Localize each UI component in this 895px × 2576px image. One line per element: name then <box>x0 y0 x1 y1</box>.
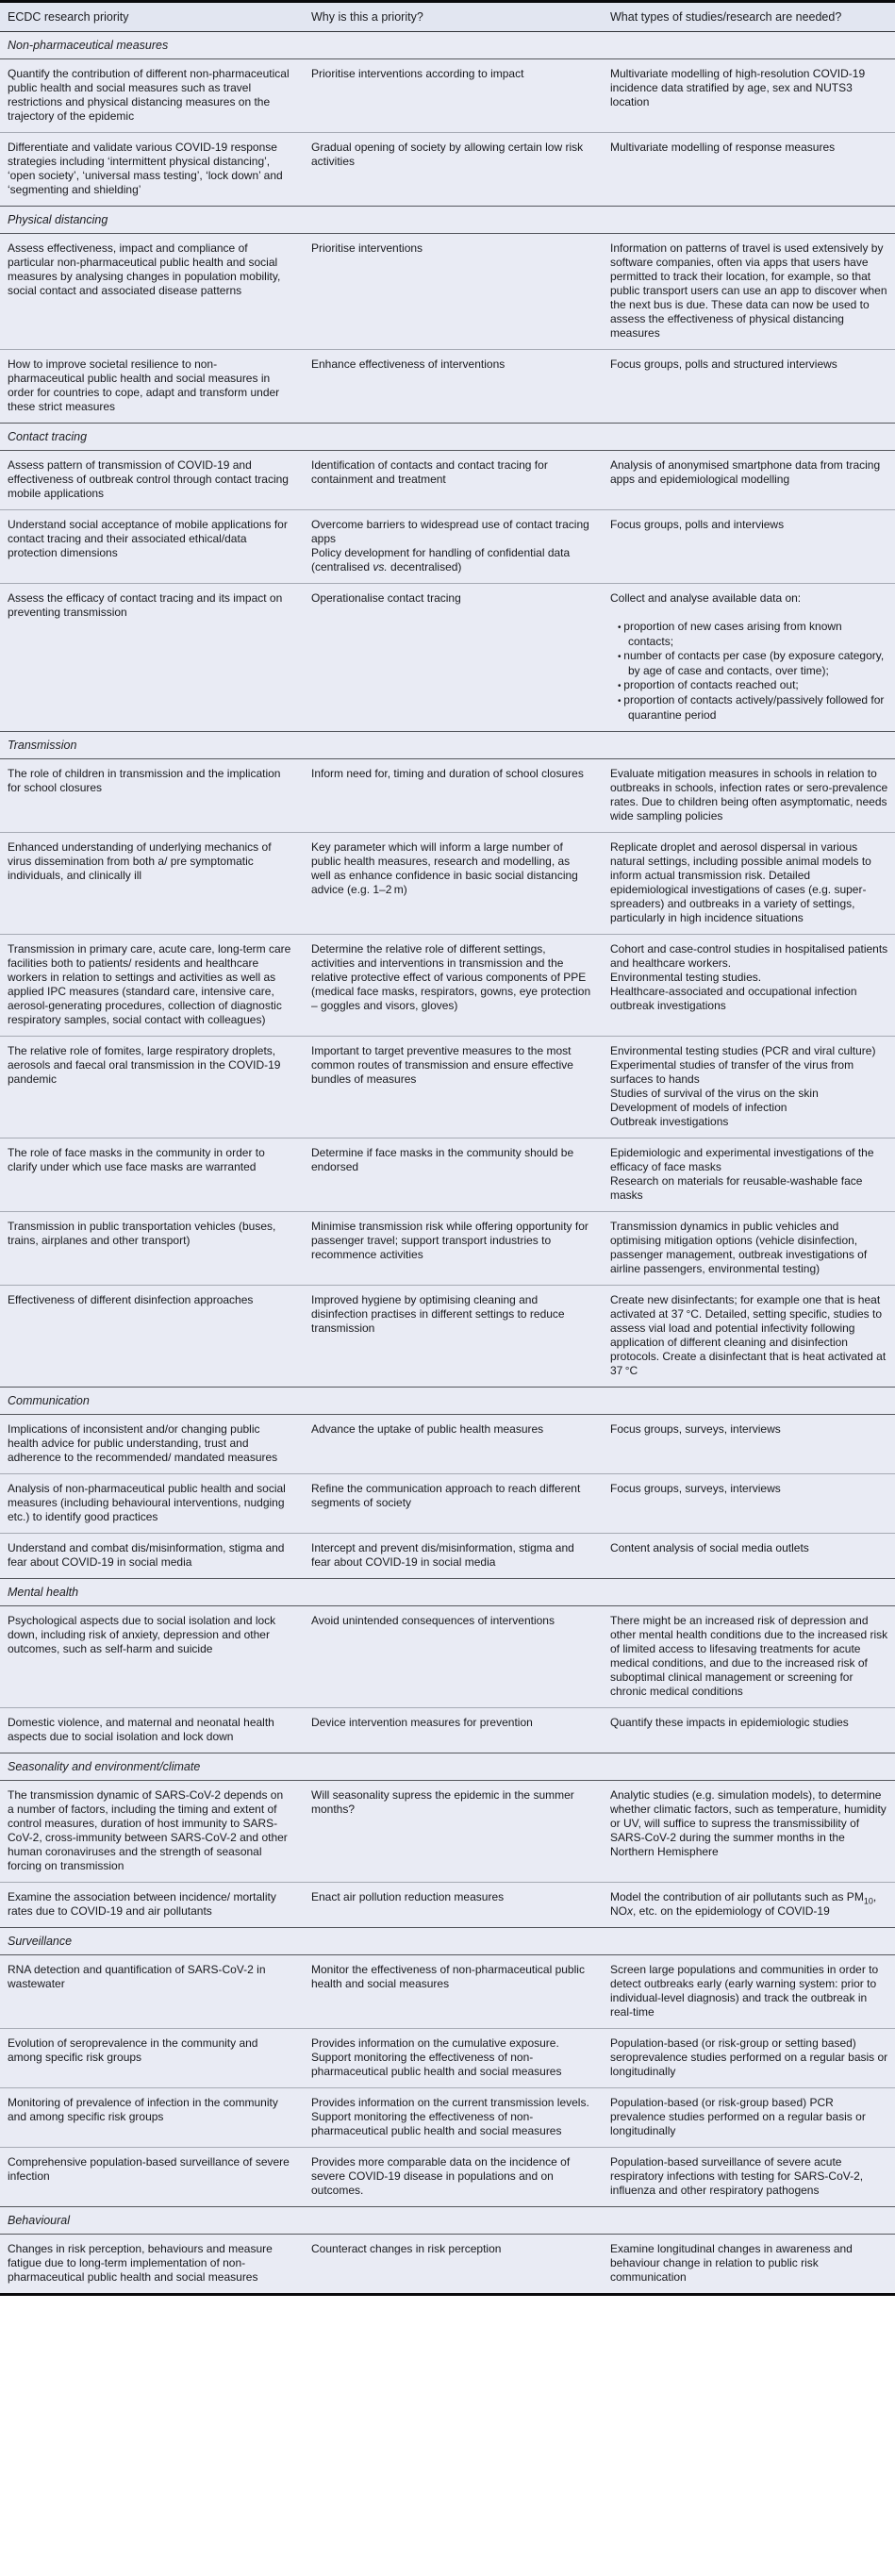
table-row <box>0 833 895 935</box>
cell-why <box>311 234 610 350</box>
paragraph: Monitor the effectiveness of non-pharmaceutical public health and social measures <box>311 1963 585 1990</box>
paragraph: Assess the efficacy of contact tracing and its impact on preventing transmission <box>8 591 283 619</box>
section-title: Behavioural <box>0 2207 895 2235</box>
paragraph: Development of models of infection <box>610 1101 787 1114</box>
bullet-item: • proportion of contacts actively/passively followed for quarantine period <box>618 693 889 723</box>
paragraph: Enact air pollution reduction measures <box>311 1890 505 1903</box>
paragraph: Intercept and prevent dis/misinformation, stigma and fear about COVID-19 in social media <box>311 1541 574 1569</box>
paragraph: The transmission dynamic of SARS-CoV-2 depends on a number of factors, including the timing and extent of control measures, duration of host immunity to SARS-CoV-2, cross-immunity between SARS-CoV-2 and other human coronaviruses and the strength of seasonal forcing on transmission <box>8 1788 288 1872</box>
paragraph: RNA detection and quantification of SARS-CoV-2 in wastewater <box>8 1963 266 1990</box>
cell-priority <box>0 451 311 510</box>
paragraph: Determine if face masks in the community should be endorsed <box>311 1146 574 1173</box>
cell-why <box>311 1955 610 2029</box>
cell-studies <box>610 2029 895 2088</box>
cell-why <box>311 2235 610 2295</box>
paragraph: Epidemiologic and experimental investigations of the efficacy of face masks <box>610 1146 874 1173</box>
section-title: Contact tracing <box>0 424 895 451</box>
header-row <box>0 2 895 32</box>
table-row <box>0 1037 895 1138</box>
section-title: Transmission <box>0 732 895 759</box>
cell-priority <box>0 1781 311 1883</box>
cell-why <box>311 833 610 935</box>
cell-priority <box>0 1212 311 1286</box>
paragraph: Will seasonality supress the epidemic in the summer months? <box>311 1788 574 1816</box>
paragraph: Population-based (or risk-group based) PCR prevalence studies performed on a regular basis or longitudinally <box>610 2096 866 2137</box>
section-title: Physical distancing <box>0 207 895 234</box>
paragraph: Understand social acceptance of mobile applications for contact tracing and their associated ethical/data protection dimensions <box>8 518 288 559</box>
cell-studies <box>610 1534 895 1579</box>
table-row <box>0 510 895 584</box>
paragraph: Analysis of non-pharmaceutical public health and social measures (including behavioural interventions, nudging etc.) to identify good practices <box>8 1482 286 1523</box>
table-row <box>0 1212 895 1286</box>
paragraph: Population-based (or risk-group or setting based) seroprevalence studies performed on a regular basis or longitudinally <box>610 2036 888 2078</box>
cell-why <box>311 1138 610 1212</box>
paragraph: Transmission dynamics in public vehicles and optimising mitigation options (vehicle disinfection, passenger management, outbreak investigations of airline passengers, environmental testing) <box>610 1220 868 1275</box>
paragraph: Changes in risk perception, behaviours and measure fatigue due to long-term implementation of non-pharmaceutical public health and social measures <box>8 2242 273 2284</box>
paragraph: Policy development for handling of confidential data (centralised vs. decentralised) <box>311 546 571 573</box>
table-row <box>0 1781 895 1883</box>
table-row <box>0 584 895 732</box>
section-title: Non-pharmaceutical measures <box>0 32 895 59</box>
paragraph: Environmental testing studies (PCR and viral culture) <box>610 1044 876 1057</box>
section-row <box>0 207 895 234</box>
cell-why <box>311 510 610 584</box>
paragraph: Implications of inconsistent and/or changing public health advice for public understanding, trust and adherence to the recommended/ mandated measures <box>8 1422 278 1464</box>
section-row <box>0 2207 895 2235</box>
paragraph: Quantify these impacts in epidemiologic studies <box>610 1716 849 1729</box>
paragraph: Comprehensive population-based surveillance of severe infection <box>8 2155 290 2183</box>
cell-studies <box>610 1474 895 1534</box>
cell-studies <box>610 1212 895 1286</box>
cell-why <box>311 759 610 833</box>
paragraph: Create new disinfectants; for example one that is heat activated at 37 °C. Detailed, setting specific, studies to assess vial load and potential infectivity following application of different cleaning and disinfection protocols. Create a disinfectant that is heat activated at 37 °C <box>610 1293 887 1377</box>
paragraph: How to improve societal resilience to non-pharmaceutical public health and social measures in order for countries to cope, adapt and transform under these strict measures <box>8 357 280 413</box>
column-header-studies: What types of studies/research are needed? <box>610 2 895 32</box>
cell-why <box>311 133 610 207</box>
cell-priority <box>0 2235 311 2295</box>
table-row <box>0 1955 895 2029</box>
paragraph: Population-based surveillance of severe acute respiratory infections with testing for SARS-CoV-2, influenza and other respiratory pathogens <box>610 2155 864 2197</box>
cell-priority <box>0 1138 311 1212</box>
cell-why <box>311 350 610 424</box>
cell-why <box>311 584 610 732</box>
table-row <box>0 350 895 424</box>
cell-priority <box>0 234 311 350</box>
cell-why <box>311 59 610 133</box>
cell-studies <box>610 451 895 510</box>
paragraph: Operationalise contact tracing <box>311 591 461 605</box>
column-header-why: Why is this a priority? <box>311 2 610 32</box>
cell-priority <box>0 1955 311 2029</box>
paragraph: Focus groups, surveys, interviews <box>610 1422 781 1436</box>
cell-studies <box>610 1037 895 1138</box>
paragraph: There might be an increased risk of depression and other mental health conditions due to the increased risk of limited access to lifesaving treatments for acute medical conditions, and due to the increased risk of suboptimal clinical management or screening for chronic medical conditions <box>610 1614 888 1698</box>
table-header <box>0 2 895 32</box>
paragraph: The role of face masks in the community in order to clarify under which use face masks are warranted <box>8 1146 265 1173</box>
paragraph: Determine the relative role of different settings, activities and interventions in transmission and the relative protective effect of various components of PPE (medical face masks, respirators, gowns, eye protection – goggles and visors, gloves) <box>311 942 591 1012</box>
cell-priority <box>0 1286 311 1388</box>
paragraph: Prioritise interventions <box>311 241 423 255</box>
cell-why <box>311 1415 610 1474</box>
cell-studies <box>610 2235 895 2295</box>
section-row <box>0 1928 895 1955</box>
cell-studies <box>610 833 895 935</box>
paragraph: Examine longitudinal changes in awareness and behaviour change in relation to public risk communication <box>610 2242 853 2284</box>
paragraph: Information on patterns of travel is used extensively by software companies, often via apps that users have permitted to track their location, for example, so that public transport users can use an app to discover when the next bus is due. These data can now be used to assess the effectiveness of physical distancing measures <box>610 241 887 340</box>
cell-priority <box>0 1534 311 1579</box>
paragraph: Key parameter which will inform a large number of public health measures, research and modelling, as well as enhance confidence in basic social distancing advice (e.g. 1–2 m) <box>311 840 578 896</box>
cell-why <box>311 1037 610 1138</box>
cell-studies <box>610 935 895 1037</box>
section-row <box>0 1388 895 1415</box>
paragraph: Assess pattern of transmission of COVID-19 and effectiveness of outbreak control through contact tracing mobile applications <box>8 458 289 500</box>
cell-studies <box>610 59 895 133</box>
cell-priority <box>0 2088 311 2148</box>
paragraph: The relative role of fomites, large respiratory droplets, aerosols and faecal oral transmission in the COVID-19 pandemic <box>8 1044 281 1086</box>
cell-priority <box>0 759 311 833</box>
table-row <box>0 1138 895 1212</box>
cell-why <box>311 935 610 1037</box>
cell-studies <box>610 510 895 584</box>
table-row <box>0 1708 895 1753</box>
cell-why <box>311 1708 610 1753</box>
cell-priority <box>0 584 311 732</box>
cell-priority <box>0 1474 311 1534</box>
cell-why <box>311 1474 610 1534</box>
paragraph: Multivariate modelling of response measures <box>610 141 836 154</box>
section-row <box>0 32 895 59</box>
paragraph: Identification of contacts and contact tracing for containment and treatment <box>311 458 548 486</box>
section-row <box>0 1579 895 1606</box>
table-row <box>0 1534 895 1579</box>
cell-why <box>311 1286 610 1388</box>
paragraph: Studies of survival of the virus on the skin <box>610 1087 819 1100</box>
cell-studies <box>610 2148 895 2207</box>
bullet-list <box>610 620 889 723</box>
cell-studies <box>610 1708 895 1753</box>
paragraph: Enhance effectiveness of interventions <box>311 357 506 371</box>
cell-studies <box>610 234 895 350</box>
paragraph: Domestic violence, and maternal and neonatal health aspects due to social isolation and lock down <box>8 1716 274 1743</box>
bullet-item: • proportion of contacts reached out; <box>618 678 889 693</box>
cell-priority <box>0 59 311 133</box>
cell-studies <box>610 1415 895 1474</box>
paragraph: Device intervention measures for prevention <box>311 1716 533 1729</box>
cell-studies <box>610 2088 895 2148</box>
cell-why <box>311 1606 610 1708</box>
paragraph: Advance the uptake of public health measures <box>311 1422 544 1436</box>
paragraph: Enhanced understanding of underlying mechanics of virus dissemination from both a/ pre symptomatic individuals, and clinically ill <box>8 840 272 882</box>
paragraph: Focus groups, surveys, interviews <box>610 1482 781 1495</box>
table-row <box>0 1415 895 1474</box>
paragraph: Evolution of seroprevalence in the community and among specific risk groups <box>8 2036 258 2064</box>
cell-studies <box>610 1606 895 1708</box>
paragraph: Improved hygiene by optimising cleaning and disinfection practises in different settings to reduce transmission <box>311 1293 565 1335</box>
paragraph: Focus groups, polls and interviews <box>610 518 785 531</box>
paragraph: Important to target preventive measures to the most common routes of transmission and ensure effective bundles of measures <box>311 1044 573 1086</box>
cell-why <box>311 1534 610 1579</box>
cell-studies <box>610 1286 895 1388</box>
table-row <box>0 2235 895 2295</box>
table-row <box>0 133 895 207</box>
cell-why <box>311 1781 610 1883</box>
paragraph: The role of children in transmission and the implication for school closures <box>8 767 281 794</box>
cell-why <box>311 1883 610 1928</box>
table-row <box>0 935 895 1037</box>
paragraph: Cohort and case-control studies in hospitalised patients and healthcare workers. <box>610 942 888 970</box>
paragraph: Experimental studies of transfer of the virus from surfaces to hands <box>610 1058 854 1086</box>
table-row <box>0 1286 895 1388</box>
table-row <box>0 1474 895 1534</box>
cell-studies <box>610 350 895 424</box>
cell-studies <box>610 1138 895 1212</box>
cell-why <box>311 2029 610 2088</box>
paragraph: Analytic studies (e.g. simulation models), to determine whether climatic factors, such as temperature, humidity or UV, will suffice to supress the transmissibility of SARS-CoV-2 during the summer months in the Northern Hemisphere <box>610 1788 887 1858</box>
table-row <box>0 1606 895 1708</box>
cell-studies <box>610 1955 895 2029</box>
section-row <box>0 424 895 451</box>
cell-priority <box>0 833 311 935</box>
paragraph: Analysis of anonymised smartphone data from tracing apps and epidemiological modelling <box>610 458 881 486</box>
section-row <box>0 1753 895 1781</box>
table-row <box>0 2029 895 2088</box>
cell-priority <box>0 1708 311 1753</box>
paragraph: Inform need for, timing and duration of school closures <box>311 767 584 780</box>
paragraph: Content analysis of social media outlets <box>610 1541 809 1554</box>
column-header-priority: ECDC research priority <box>0 2 311 32</box>
table-row <box>0 2088 895 2148</box>
paragraph: Prioritise interventions according to impact <box>311 67 524 80</box>
cell-priority <box>0 1606 311 1708</box>
table-body <box>0 32 895 2295</box>
cell-priority <box>0 1883 311 1928</box>
cell-priority <box>0 2148 311 2207</box>
paragraph: Provides information on the cumulative exposure. Support monitoring the effectiveness of non-pharmaceutical public health and social measures <box>311 2036 562 2078</box>
section-title: Seasonality and environment/climate <box>0 1753 895 1781</box>
cell-studies <box>610 759 895 833</box>
paragraph: Evaluate mitigation measures in schools in relation to outbreaks in schools, infection rates or sero-prevalence rates. Due to children being often asymptomatic, needs wide sampling policies <box>610 767 888 823</box>
paragraph: Quantify the contribution of different non-pharmaceutical public health and social measures such as travel restrictions and physical distancing measures on the trajectory of the epidemic <box>8 67 290 123</box>
section-title: Communication <box>0 1388 895 1415</box>
paragraph: Collect and analyse available data on: <box>610 591 802 605</box>
paragraph: Monitoring of prevalence of infection in the community and among specific risk groups <box>8 2096 278 2123</box>
paragraph: Refine the communication approach to reach different segments of society <box>311 1482 581 1509</box>
paragraph: Focus groups, polls and structured interviews <box>610 357 837 371</box>
paragraph: Research on materials for reusable-washable face masks <box>610 1174 863 1202</box>
paragraph: Psychological aspects due to social isolation and lock down, including risk of anxiety, depression and other outcomes, such as self-harm and suicide <box>8 1614 276 1655</box>
paragraph: Transmission in public transportation vehicles (buses, trains, airplanes and other transport) <box>8 1220 276 1247</box>
cell-priority <box>0 133 311 207</box>
cell-priority <box>0 2029 311 2088</box>
table-row <box>0 759 895 833</box>
table-row <box>0 2148 895 2207</box>
cell-studies <box>610 133 895 207</box>
paragraph: Effectiveness of different disinfection approaches <box>8 1293 254 1306</box>
cell-priority <box>0 350 311 424</box>
paragraph: Avoid unintended consequences of interventions <box>311 1614 555 1627</box>
paragraph: Assess effectiveness, impact and compliance of particular non-pharmaceutical public health and social measures by analysing changes in population mobility, social contact and associated disease patterns <box>8 241 281 297</box>
table-row <box>0 1883 895 1928</box>
paragraph: Differentiate and validate various COVID-19 response strategies including ‘intermittent physical distancing’, ‘open society’, ‘universal mass testing’, ‘lock down’ and ‘segmenting and shielding’ <box>8 141 283 196</box>
table-row <box>0 234 895 350</box>
cell-priority <box>0 510 311 584</box>
paragraph: Environmental testing studies. <box>610 971 762 984</box>
paragraph: Outbreak investigations <box>610 1115 729 1128</box>
paragraph: Examine the association between incidence/ mortality rates due to COVID-19 and air pollutants <box>8 1890 276 1918</box>
cell-priority <box>0 1415 311 1474</box>
paragraph: Provides information on the current transmission levels. Support monitoring the effectiveness of non-pharmaceutical public health and social measures <box>311 2096 589 2137</box>
table-row <box>0 59 895 133</box>
cell-studies <box>610 1883 895 1928</box>
paragraph: Healthcare-associated and occupational infection outbreak investigations <box>610 985 857 1012</box>
table-row <box>0 451 895 510</box>
section-row <box>0 732 895 759</box>
paragraph: Overcome barriers to widespread use of contact tracing apps <box>311 518 589 545</box>
bullet-item: • proportion of new cases arising from known contacts; <box>618 620 889 649</box>
paragraph: Gradual opening of society by allowing certain low risk activities <box>311 141 584 168</box>
paragraph: Understand and combat dis/misinformation, stigma and fear about COVID-19 in social media <box>8 1541 285 1569</box>
paragraph: Replicate droplet and aerosol dispersal in various natural settings, including possible animal models to inform actual transmission risk. Detailed epidemiological investigations of cases (e.g. super-spreaders) and outbreaks in a variety of settings, particularly in high incidence situations <box>610 840 871 924</box>
paragraph: Screen large populations and communities in order to detect outbreaks early (early warning system: prior to individual-level diagnosis) and track the outbreak in real-time <box>610 1963 879 2019</box>
paragraph: Multivariate modelling of high-resolution COVID-19 incidence data stratified by age, sex and NUTS3 location <box>610 67 866 108</box>
cell-studies <box>610 1781 895 1883</box>
bullet-item: • number of contacts per case (by exposure category, by age of case and contacts, over time); <box>618 649 889 678</box>
section-title: Mental health <box>0 1579 895 1606</box>
cell-priority <box>0 1037 311 1138</box>
cell-why <box>311 2088 610 2148</box>
cell-why <box>311 2148 610 2207</box>
paragraph: Counteract changes in risk perception <box>311 2242 502 2255</box>
paragraph: Provides more comparable data on the incidence of severe COVID-19 disease in populations and on outcomes. <box>311 2155 571 2197</box>
cell-studies <box>610 584 895 732</box>
paragraph: Model the contribution of air pollutants such as $PM_{10}$, NOx, etc. on the epidemiology of COVID-19 <box>610 1890 877 1918</box>
cell-why <box>311 1212 610 1286</box>
section-title: Surveillance <box>0 1928 895 1955</box>
cell-priority <box>0 935 311 1037</box>
paragraph: Transmission in primary care, acute care, long-term care facilities both to patients/ residents and healthcare workers in relation to settings and activities as well as applied IPC measures (standard care, intensive care, aerosol-generating procedures, collection of diagnostic respiratory samples, social contact with colleagues) <box>8 942 291 1026</box>
cell-why <box>311 451 610 510</box>
paragraph: Minimise transmission risk while offering opportunity for passenger travel; support transport industries to recommence activities <box>311 1220 588 1261</box>
